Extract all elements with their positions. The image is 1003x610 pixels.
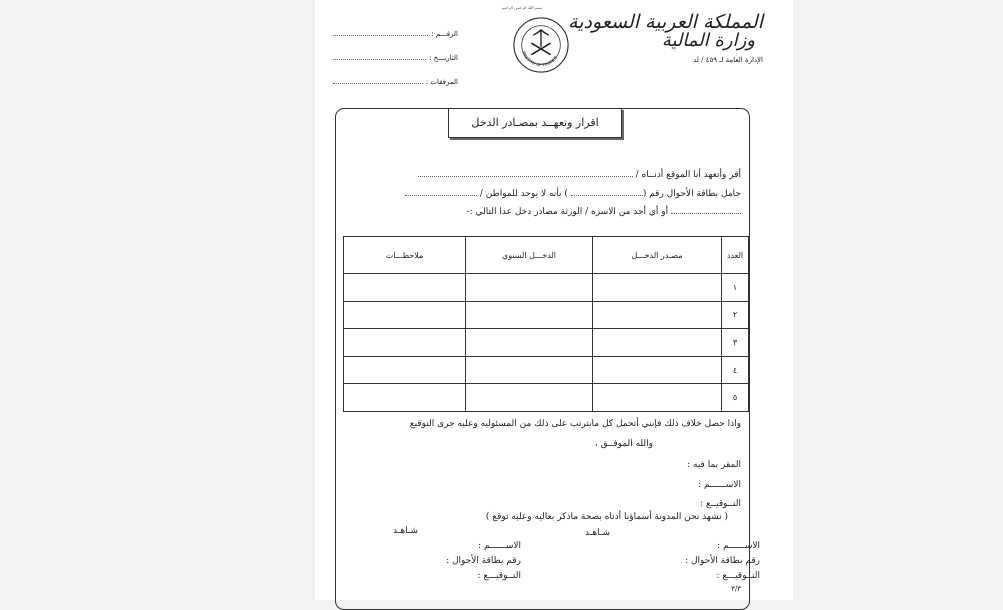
row-number: ٢ [722,301,749,329]
ministry-name: وزارة المالية [661,30,755,51]
annual-income-cell[interactable] [466,301,593,329]
table-row [344,384,749,412]
table-header-row [344,237,749,274]
witness-note: ( نشهد نحن المدونة أسماؤنا أدناه بصحة ماذكر بعاليه وعليه نوقع ) [485,512,728,522]
liability-statement: واذا حصل خلاف ذلك فإنني أتحمل كل مايترتب على ذلك من المسئوليه وعليه جرى التوقيع [409,419,741,429]
svg-text:MINISTRY OF FINANCE [521,50,558,67]
row-number: ٤ [722,356,749,384]
notes-cell[interactable] [344,356,466,384]
declaration-text-2b: ) بأنه لا يوجد للمواطن / [479,189,568,199]
field-attachments-line[interactable] [333,83,423,84]
ministry-emblem-icon [512,16,570,74]
kingdom-name: المملكة العربية السعودية [568,11,763,33]
witness-1-name: الاســــــم : [717,541,760,551]
col-notes: ملاحظـــات [344,237,466,274]
col-annual-income: الدخـــل السنوي [466,237,593,274]
notes-cell[interactable] [344,329,466,357]
id-number-blank[interactable] [571,195,643,196]
declarant-name-label: الاســــــم : [698,480,741,490]
notes-cell[interactable] [344,384,466,412]
field-date-line[interactable] [333,59,426,60]
income-table [343,236,749,412]
page-footer-number: ٣/٣ [731,585,741,593]
emblem-caption: MINISTRY OF FINANCE [521,50,559,68]
basmala-text: بسم الله الرحمن الرحيم [502,5,543,10]
table-row [344,301,749,329]
declarant-name-blank[interactable] [418,176,633,177]
declaration-text-3: أو أي أحد من الاسره / الورثة مصادر دخل عدا التالي :- [466,207,669,217]
witness-2-name: الاســــــم : [478,541,521,551]
declaration-line-3 [467,207,741,217]
witness-1-card: رقم بطاقة الأحوال : [685,556,760,566]
declarant-label: المقر بما فيه : [687,460,741,470]
department-name: الإدارة العامة لـ ٤٥٩ / لد [693,56,763,64]
field-date-label: التاريـــخ : [429,54,458,62]
notes-cell[interactable] [344,274,466,302]
declaration-line-2 [405,189,741,199]
income-source-cell[interactable] [593,329,722,357]
declarant-signature-label: التــوقيــع : [700,499,741,509]
col-income-source: مصـدر الدخـــل [593,237,722,274]
income-source-cell[interactable] [593,384,722,412]
witness-1-signature: التــوقيـــع : [716,571,760,581]
annual-income-cell[interactable] [466,356,593,384]
income-source-cell[interactable] [593,274,722,302]
row-number: ٣ [722,329,749,357]
declaration-line-1 [418,170,741,180]
row-number: ١ [722,274,749,302]
witness-2-signature: التــوقيـــع : [477,571,521,581]
form-title: اقرار وتعهــد بمصـادر الدخل [448,108,622,138]
row-number: ٥ [722,384,749,412]
annual-income-cell[interactable] [466,329,593,357]
table-row [344,274,749,302]
witness-2-title: شـاهـد [393,526,419,536]
field-number-line[interactable] [333,35,428,36]
declaration-text-1: أقر وأتعهد أنا الموقع أدنــاه / [635,170,741,180]
field-attachments-label: المرفقات : [425,78,458,86]
annual-income-cell[interactable] [466,384,593,412]
reference-fields [333,14,458,86]
document-page [315,0,793,600]
letterhead [568,12,763,64]
witness-1-title: شـاهـد [585,528,611,538]
income-source-cell[interactable] [593,356,722,384]
table-row [344,329,749,357]
income-source-cell[interactable] [593,301,722,329]
citizen-name-blank[interactable] [405,195,477,196]
table-row [344,356,749,384]
declaration-text-2a: حامل بطاقة الأحوال رقم ( [642,189,741,199]
relative-blank[interactable] [671,213,741,214]
annual-income-cell[interactable] [466,274,593,302]
closing-phrase: والله الموفــق ، [594,439,653,449]
field-number-label: الرقـــم : [431,30,458,38]
col-number: العدد [722,237,749,274]
notes-cell[interactable] [344,301,466,329]
witness-2-card: رقم بطاقة الأحوال : [446,556,521,566]
